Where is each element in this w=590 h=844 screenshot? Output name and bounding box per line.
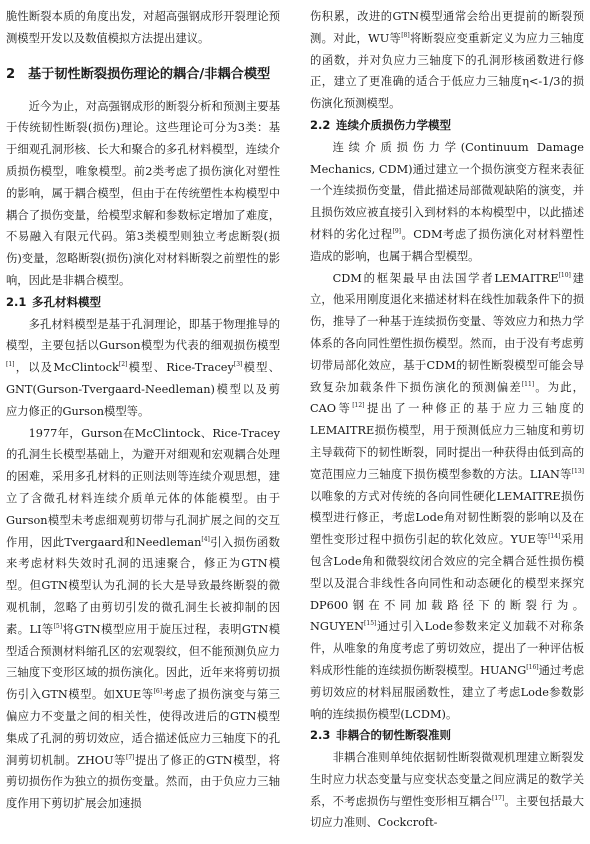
subsection-title: 多孔材料模型 (32, 294, 101, 309)
section-title: 基于韧性断裂损伤理论的耦合/非耦合模型 (28, 66, 271, 82)
citation-marker: [12] (352, 402, 365, 410)
citation-marker: [3] (233, 361, 243, 369)
citation-marker: [13] (571, 467, 584, 475)
citation-marker: [2] (118, 361, 128, 369)
subsection-number: 2.1 (6, 294, 27, 309)
section-number: 2 (6, 66, 16, 82)
citation-marker: [9] (392, 228, 402, 236)
citation-marker: [5] (53, 622, 63, 630)
citation-marker: [7] (126, 753, 135, 761)
subsection-number: 2.3 (310, 728, 331, 743)
paragraph-cdm-framework: CDM的框架最早由法国学者LEMAITRE[10]建立，他采用刚度退化来描述材料在线性加载条件下的损伤，推导了一种基于连续损伤变量、等效应力和热力学体系的各向同性塑性损伤模型。然而，由于没有考虑剪切带局部化效应，基于CDM的韧性断裂模型可能会导致复杂加载条件下损伤演化的预测偏差[11]。为此，CAO等[12]提出了一种修正的基于应力三轴度的LEMAITRE损伤模型，用于预测低应力三轴度和剪切主导载荷下的韧性断裂，同时提出一种获得由低到高的宽范围应力三轴度下损伤模型参数的方法。LIAN等[13]以唯象的方式对传统的各向同性硬化LEMAITRE损伤模型进行修正，考虑Lode角对韧性断裂的影响以及在塑性变形过程中损伤引起的软化效应。YUE等[14]采用包含Lode角和微裂纹闭合效应的完全耦合延性损伤模型以及混合非线性各向同性和动态硬化的模型来探究DP600钢在不同加载路径下的断裂行为。NGUYEN[15]通过引入Lode参数来定义加载不对称条件，从唯象的角度考虑了剪切效应，提出了一种评估板料成形性能的连续损伤断裂模型。HUANG[16]通过考虑剪切效应的材料屈服函数性，建立了考虑Lode参数影响的连续损伤模型(LCDM)。 (310, 271, 584, 721)
subsection-heading-2-3 (310, 725, 584, 747)
subsection-title: 非耦合的韧性断裂准则 (336, 728, 451, 743)
citation-marker: [1] (6, 361, 15, 369)
subsection-heading-2-1 (6, 292, 280, 314)
citation-marker: [17] (492, 794, 505, 802)
paragraph-uncoupled-criteria: 非耦合准则单纯依据韧性断裂微观机理建立断裂发生时应力状态变量与应变状态变量之间应满足的数学关系，不考虑损伤与塑性变形相互耦合[17]。主要包括最大切应力准则、Cockcroft- (310, 751, 584, 830)
citation-marker: [8] (401, 32, 410, 40)
citation-marker: [4] (201, 535, 210, 543)
citation-marker: [14] (548, 533, 561, 541)
paragraph-gurson-history: 1977年，Gurson在McClintock、Rice-Tracey的孔洞生长模型基础上，为避开对细观和宏观耦合处理的困难，采用多孔材料的正则法则等连续介观思想，建立了含微孔材料连续介质单元体的体能模型。由于Gurson模型未考虑细观剪切带与孔洞扩展之间的交互作用，因此Tvergaard和Needleman[4]引入损伤函数来考虑材料失效时孔洞的迅速聚合，修正为GTN模型。但GTN模型认为孔洞的长大是导致最终断裂的微观机制，忽略了由剪切引发的微孔洞生长被抑制的因素。LI等[5]将GTN模型应用于旋压过程，表明GTN模型适合预测材料缩孔区的宏观裂纹，但不能预测负应力三轴度下变形区域的损伤演化。因此，近年来将剪切损伤引入GTN模型。如XUE等[6]考虑了损伤演变与第三偏应力不变量之间的相关性，使得改进后的GTN模型集成了孔洞的剪切效应，适合描述低应力三轴度下的孔洞剪切机制。ZHOU等[7]提出了修正的GTN模型，将剪切损伤作为独立的损伤变量。然而，由于负应力三轴度作用下剪切扩展会加速损 (6, 426, 281, 811)
citation-marker: [10] (558, 271, 571, 279)
right-column (310, 6, 584, 834)
citation-marker: [11] (521, 380, 535, 388)
paragraph-porous-models: 多孔材料模型是基于孔洞理论，即基于物理推导的模型，主要包括以Gurson模型为代表的细观损伤模型[1]，以及McClintock[2]模型、Rice-Tracey[3]模型、GNT(Gurson-Tvergaard-Needleman)模型以及剪应力修正的Gurson模型等。 (6, 317, 280, 418)
paragraph-intro: 近今为止，对高强钢成形的断裂分析和预测主要基于传统韧性断裂(损伤)理论。这些理论可分为3类：基于细观孔洞形核、长大和聚合的多孔材料模型，连续介质损伤模型，唯象模型。前2类考虑了损伤演化对塑性的影响，属于耦合模型，但由于在传统塑性本构模型中耦合了损伤变量，给模型求解和参数标定增加了难度，不易融入有限元代码。第3类模型则独立考虑断裂(损伤)变量，忽略断裂(损伤)演化对材料断裂之前塑性的影响，因此是非耦合模型。 (6, 99, 280, 287)
subsection-number: 2.2 (310, 117, 331, 132)
paragraph-continued: 脆性断裂本质的角度出发，对超高强钢成形开裂理论预测模型开发以及数值模拟方法提出建议。 (6, 10, 280, 45)
paragraph-cdm-intro: 连续介质损伤力学(Continuum Damage Mechanics, CDM)通过建立一个损伤演变方程来表征一个连续损伤变量，借此描述局部微观缺陷的演变，并且损伤效应被直接引入到材料的本构模型中，以此描述材料的劣化过程[9]。CDM考虑了损伤演化对材料塑性造成的影响，也属于耦合型模型。 (310, 140, 584, 263)
citation-marker: [6] (153, 688, 163, 696)
paragraph-continued: 伤积累，改进的GTN模型通常会给出更提前的断裂预测。对此，WU等[8]将断裂应变重新定义为应力三轴度的函数，并对负应力三轴度下的孔洞形核函数进行修正，建立了更准确的适合于低应力三轴度η<-1/3的损伤演化预测模型。 (310, 10, 584, 111)
subsection-heading-2-2 (310, 115, 584, 137)
subsection-title: 连续介质损伤力学模型 (336, 117, 451, 132)
citation-marker: [16] (526, 664, 539, 672)
section-heading-2 (6, 64, 280, 86)
citation-marker: [15] (364, 620, 377, 628)
left-column (6, 6, 280, 815)
